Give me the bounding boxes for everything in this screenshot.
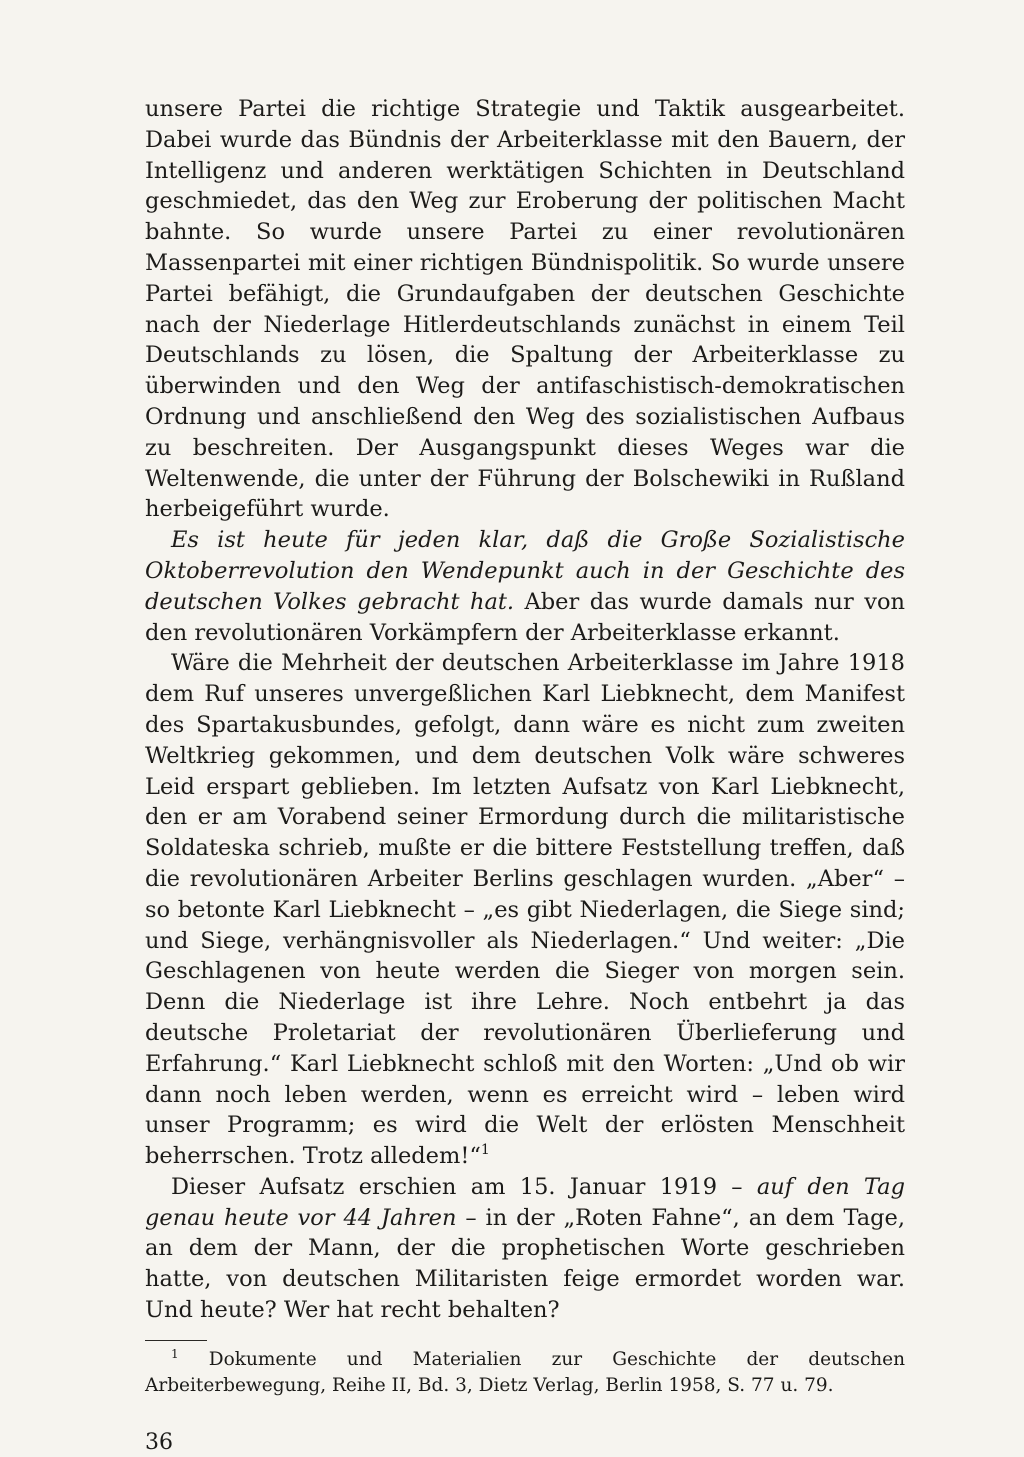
page-number: 36 xyxy=(145,1429,173,1455)
paragraph-4-italic: auf den Tag genau heute vor 44 Jahren xyxy=(145,1173,906,1231)
footnote-divider xyxy=(145,1340,207,1341)
paragraph-4-text-start: Dieser Aufsatz erschien am 15. Januar 1919 – xyxy=(171,1173,757,1200)
paragraph-2-text: Aber das wurde damals nur von den revolutionären Vorkämpfern der Arbeiterklasse erkannt. xyxy=(145,588,905,646)
footnote-reference: 1 xyxy=(480,1142,490,1159)
paragraph-4-text-end: – in der „Roten Fahne“, an dem Tage, an dem der Mann, der die prophetischen Worte geschrieben hatte, von deutschen Militaristen feige ermordet worden war. Und heute? Wer hat recht behalten? xyxy=(145,1204,905,1324)
footnote-marker: 1 xyxy=(171,1346,179,1361)
footnote-text: Dokumente und Materialien zur Geschichte der deutschen Arbeiterbewegung, Reihe II, Bd. 3, Dietz Verlag, Berlin 1958, S. 77 u. 79. xyxy=(145,1348,905,1396)
footnote xyxy=(145,1347,905,1399)
paragraph-4 xyxy=(145,1172,905,1326)
book-page xyxy=(145,94,905,1457)
paragraph-1-text: unsere Partei die richtige Strategie und Taktik ausgearbeitet. Dabei wurde das Bündnis der Arbeiterklasse mit den Bauern, der Intelligenz und anderen werktätigen Schichten in Deutschland geschmiedet, das den Weg zur Eroberung der politischen Macht bahnte. So wurde unsere Partei zu einer revolutionären Massenpartei mit einer richtigen Bündnispolitik. So wurde unsere Partei befähigt, die Grundaufgaben der deutschen Geschichte nach der Niederlage Hitlerdeutschlands zunächst in einem Teil Deutschlands zu lösen, die Spaltung der Arbeiterklasse zu überwinden und den Weg der antifaschistisch-demokratischen Ordnung und anschließend den Weg des sozialistischen Aufbaus zu beschreiten. Der Ausgangspunkt dieses Weges war die Weltenwende, die unter der Führung der Bolschewiki in Rußland herbeigeführt wurde. xyxy=(145,96,905,523)
paragraph-2 xyxy=(145,525,905,648)
paragraph-2-italic: Es ist heute für jeden klar, daß die Große Sozialistische Oktoberrevolution den Wendepunkt auch in der Geschichte des deutschen Volkes gebracht hat. xyxy=(145,527,905,615)
paragraph-3 xyxy=(145,648,905,1172)
paragraph-3-text: Wäre die Mehrheit der deutschen Arbeiterklasse im Jahre 1918 dem Ruf unseres unvergeßlichen Karl Liebknecht, dem Manifest des Spartakusbundes, gefolgt, dann wäre es nicht zum zweiten Weltkrieg gekommen, und dem deutschen Volk wäre schweres Leid erspart geblieben. Im letzten Aufsatz von Karl Liebknecht, den er am Vorabend seiner Ermordung durch die militaristische Soldateska schrieb, mußte er die bittere Feststellung treffen, daß die revolutionären Arbeiter Berlins geschlagen wurden. „Aber“ – so betonte Karl Liebknecht – „es gibt Niederlagen, die Siege sind; und Siege, verhängnisvoller als Niederlagen.“ Und weiter: „Die Geschlagenen von heute werden die Sieger von morgen sein. Denn die Niederlage ist ihre Lehre. Noch entbehrt ja das deutsche Proletariat der revolutionären Überlieferung und Erfahrung.“ Karl Liebknecht schloß mit den Worten: „Und ob wir dann noch leben werden, wenn es erreicht wird – leben wird unser Programm; es wird die Welt der erlösten Menschheit beherrschen. Trotz alledem!“ xyxy=(145,650,905,1170)
body-text xyxy=(145,94,905,1326)
paragraph-1 xyxy=(145,94,905,525)
